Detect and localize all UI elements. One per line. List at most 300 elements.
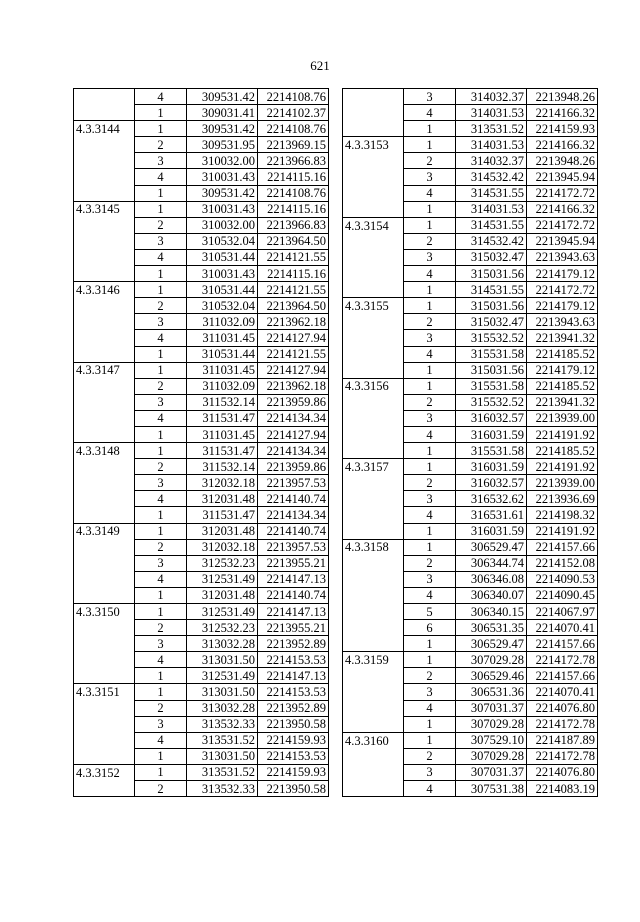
y-coordinate-cell: 2213941.32 bbox=[527, 330, 598, 346]
table-row bbox=[343, 620, 598, 636]
parcel-id-cell bbox=[74, 555, 135, 571]
parcel-id-cell bbox=[343, 346, 404, 362]
x-coordinate-cell: 315032.47 bbox=[456, 249, 527, 265]
parcel-id-cell: 4.3.3151 bbox=[74, 684, 135, 700]
y-coordinate-cell: 2214134.34 bbox=[258, 443, 329, 459]
parcel-id-cell bbox=[74, 700, 135, 716]
point-number-cell: 3 bbox=[404, 89, 456, 105]
parcel-id-cell bbox=[343, 169, 404, 185]
table-row bbox=[74, 781, 329, 797]
x-coordinate-cell: 314531.55 bbox=[456, 185, 527, 201]
point-number-cell: 3 bbox=[135, 475, 187, 491]
point-number-cell: 1 bbox=[404, 459, 456, 475]
point-number-cell: 1 bbox=[135, 507, 187, 523]
y-coordinate-cell: 2214179.12 bbox=[527, 362, 598, 378]
x-coordinate-cell: 310031.43 bbox=[187, 201, 258, 217]
x-coordinate-cell: 312031.48 bbox=[187, 587, 258, 603]
parcel-id-cell bbox=[343, 491, 404, 507]
y-coordinate-cell: 2214191.92 bbox=[527, 523, 598, 539]
parcel-id-cell bbox=[343, 684, 404, 700]
x-coordinate-cell: 310531.44 bbox=[187, 346, 258, 362]
y-coordinate-cell: 2213943.63 bbox=[527, 314, 598, 330]
y-coordinate-cell: 2214127.94 bbox=[258, 362, 329, 378]
parcel-id-cell: 4.3.3153 bbox=[343, 137, 404, 153]
point-number-cell: 2 bbox=[135, 137, 187, 153]
parcel-id-cell bbox=[343, 716, 404, 732]
table-row bbox=[343, 748, 598, 764]
point-number-cell: 4 bbox=[135, 571, 187, 587]
y-coordinate-cell: 2213950.58 bbox=[258, 781, 329, 797]
table-row bbox=[343, 491, 598, 507]
table-row bbox=[74, 298, 329, 314]
table-row bbox=[74, 153, 329, 169]
parcel-id-cell bbox=[343, 201, 404, 217]
parcel-id-cell bbox=[343, 475, 404, 491]
table-row bbox=[343, 314, 598, 330]
table-row bbox=[74, 571, 329, 587]
table-row bbox=[74, 620, 329, 636]
parcel-id-cell bbox=[343, 330, 404, 346]
x-coordinate-cell: 312532.23 bbox=[187, 555, 258, 571]
table-row bbox=[343, 89, 598, 105]
x-coordinate-cell: 312531.49 bbox=[187, 668, 258, 684]
point-number-cell: 3 bbox=[404, 764, 456, 780]
parcel-id-cell bbox=[343, 394, 404, 410]
y-coordinate-cell: 2214153.53 bbox=[258, 748, 329, 764]
parcel-id-cell: 4.3.3148 bbox=[74, 443, 135, 459]
y-coordinate-cell: 2214159.93 bbox=[258, 764, 329, 780]
table-row bbox=[343, 459, 598, 475]
y-coordinate-cell: 2214179.12 bbox=[527, 298, 598, 314]
point-number-cell: 3 bbox=[404, 491, 456, 507]
point-number-cell: 3 bbox=[404, 169, 456, 185]
y-coordinate-cell: 2214172.72 bbox=[527, 282, 598, 298]
parcel-id-cell: 4.3.3158 bbox=[343, 539, 404, 555]
parcel-id-cell bbox=[343, 700, 404, 716]
x-coordinate-cell: 311031.45 bbox=[187, 362, 258, 378]
point-number-cell: 2 bbox=[404, 668, 456, 684]
point-number-cell: 2 bbox=[135, 217, 187, 233]
x-coordinate-cell: 312032.18 bbox=[187, 539, 258, 555]
x-coordinate-cell: 316031.59 bbox=[456, 426, 527, 442]
point-number-cell: 3 bbox=[135, 394, 187, 410]
parcel-id-cell bbox=[74, 137, 135, 153]
x-coordinate-cell: 312031.48 bbox=[187, 523, 258, 539]
x-coordinate-cell: 313531.52 bbox=[187, 732, 258, 748]
table-row bbox=[74, 491, 329, 507]
point-number-cell: 2 bbox=[404, 314, 456, 330]
point-number-cell: 2 bbox=[135, 298, 187, 314]
x-coordinate-cell: 306340.07 bbox=[456, 587, 527, 603]
y-coordinate-cell: 2213943.63 bbox=[527, 249, 598, 265]
table-row bbox=[343, 233, 598, 249]
x-coordinate-cell: 307529.10 bbox=[456, 732, 527, 748]
parcel-id-cell: 4.3.3145 bbox=[74, 201, 135, 217]
x-coordinate-cell: 312031.48 bbox=[187, 491, 258, 507]
table-row bbox=[74, 346, 329, 362]
y-coordinate-cell: 2214140.74 bbox=[258, 523, 329, 539]
parcel-id-cell bbox=[74, 620, 135, 636]
point-number-cell: 3 bbox=[135, 636, 187, 652]
x-coordinate-cell: 312531.49 bbox=[187, 571, 258, 587]
table-row bbox=[74, 539, 329, 555]
y-coordinate-cell: 2214147.13 bbox=[258, 604, 329, 620]
parcel-id-cell bbox=[74, 217, 135, 233]
table-row bbox=[343, 716, 598, 732]
y-coordinate-cell: 2214076.80 bbox=[527, 700, 598, 716]
table-row bbox=[74, 668, 329, 684]
x-coordinate-cell: 311532.14 bbox=[187, 459, 258, 475]
x-coordinate-cell: 314032.37 bbox=[456, 153, 527, 169]
table-row bbox=[343, 684, 598, 700]
x-coordinate-cell: 307029.28 bbox=[456, 748, 527, 764]
y-coordinate-cell: 2214172.78 bbox=[527, 652, 598, 668]
parcel-id-cell: 4.3.3156 bbox=[343, 378, 404, 394]
point-number-cell: 1 bbox=[404, 523, 456, 539]
y-coordinate-cell: 2214070.41 bbox=[527, 684, 598, 700]
table-row bbox=[343, 137, 598, 153]
point-number-cell: 1 bbox=[135, 426, 187, 442]
parcel-id-cell bbox=[74, 459, 135, 475]
x-coordinate-cell: 312531.49 bbox=[187, 604, 258, 620]
point-number-cell: 4 bbox=[135, 491, 187, 507]
y-coordinate-cell: 2214121.55 bbox=[258, 282, 329, 298]
page-number: 621 bbox=[310, 58, 330, 73]
y-coordinate-cell: 2213952.89 bbox=[258, 636, 329, 652]
point-number-cell: 4 bbox=[135, 249, 187, 265]
point-number-cell: 4 bbox=[404, 587, 456, 603]
table-row bbox=[74, 378, 329, 394]
point-number-cell: 6 bbox=[404, 620, 456, 636]
table-row bbox=[343, 652, 598, 668]
x-coordinate-cell: 315532.52 bbox=[456, 394, 527, 410]
table-row bbox=[74, 266, 329, 282]
point-number-cell: 2 bbox=[404, 748, 456, 764]
point-number-cell: 1 bbox=[135, 764, 187, 780]
x-coordinate-cell: 314031.53 bbox=[456, 201, 527, 217]
x-coordinate-cell: 314532.42 bbox=[456, 233, 527, 249]
x-coordinate-cell: 310531.44 bbox=[187, 249, 258, 265]
parcel-id-cell bbox=[343, 89, 404, 105]
y-coordinate-cell: 2214127.94 bbox=[258, 426, 329, 442]
table-row bbox=[74, 700, 329, 716]
y-coordinate-cell: 2214090.45 bbox=[527, 587, 598, 603]
point-number-cell: 4 bbox=[135, 410, 187, 426]
table-row bbox=[343, 475, 598, 491]
parcel-id-cell bbox=[74, 410, 135, 426]
parcel-id-cell bbox=[343, 604, 404, 620]
x-coordinate-cell: 316032.57 bbox=[456, 475, 527, 491]
parcel-id-cell bbox=[74, 781, 135, 797]
parcel-id-cell: 4.3.3146 bbox=[74, 282, 135, 298]
parcel-id-cell bbox=[74, 507, 135, 523]
x-coordinate-cell: 307531.38 bbox=[456, 781, 527, 797]
parcel-id-cell bbox=[343, 121, 404, 137]
parcel-id-cell bbox=[74, 636, 135, 652]
x-coordinate-cell: 309531.42 bbox=[187, 185, 258, 201]
y-coordinate-cell: 2214157.66 bbox=[527, 668, 598, 684]
y-coordinate-cell: 2213966.83 bbox=[258, 217, 329, 233]
y-coordinate-cell: 2213957.53 bbox=[258, 539, 329, 555]
point-number-cell: 1 bbox=[135, 346, 187, 362]
parcel-id-cell bbox=[343, 443, 404, 459]
parcel-id-cell bbox=[343, 555, 404, 571]
y-coordinate-cell: 2213964.50 bbox=[258, 233, 329, 249]
x-coordinate-cell: 315031.56 bbox=[456, 298, 527, 314]
y-coordinate-cell: 2214140.74 bbox=[258, 491, 329, 507]
y-coordinate-cell: 2214191.92 bbox=[527, 426, 598, 442]
x-coordinate-cell: 306531.35 bbox=[456, 620, 527, 636]
parcel-id-cell bbox=[74, 652, 135, 668]
table-row bbox=[343, 668, 598, 684]
x-coordinate-cell: 309531.95 bbox=[187, 137, 258, 153]
point-number-cell: 2 bbox=[135, 378, 187, 394]
y-coordinate-cell: 2214070.41 bbox=[527, 620, 598, 636]
x-coordinate-cell: 315532.52 bbox=[456, 330, 527, 346]
parcel-id-cell bbox=[74, 748, 135, 764]
table-row bbox=[343, 426, 598, 442]
parcel-id-cell: 4.3.3150 bbox=[74, 604, 135, 620]
table-row bbox=[74, 652, 329, 668]
y-coordinate-cell: 2214166.32 bbox=[527, 105, 598, 121]
x-coordinate-cell: 306529.47 bbox=[456, 636, 527, 652]
point-number-cell: 4 bbox=[404, 105, 456, 121]
y-coordinate-cell: 2213964.50 bbox=[258, 298, 329, 314]
parcel-id-cell bbox=[74, 426, 135, 442]
x-coordinate-cell: 307029.28 bbox=[456, 716, 527, 732]
x-coordinate-cell: 316031.59 bbox=[456, 459, 527, 475]
table-row bbox=[74, 587, 329, 603]
table-row bbox=[343, 555, 598, 571]
table-row bbox=[74, 169, 329, 185]
y-coordinate-cell: 2214115.16 bbox=[258, 266, 329, 282]
table-row bbox=[74, 89, 329, 105]
point-number-cell: 1 bbox=[404, 652, 456, 668]
parcel-id-cell bbox=[343, 153, 404, 169]
point-number-cell: 1 bbox=[404, 282, 456, 298]
y-coordinate-cell: 2214108.76 bbox=[258, 89, 329, 105]
x-coordinate-cell: 307031.37 bbox=[456, 700, 527, 716]
point-number-cell: 1 bbox=[404, 121, 456, 137]
parcel-id-cell bbox=[343, 314, 404, 330]
x-coordinate-cell: 306346.08 bbox=[456, 571, 527, 587]
table-row bbox=[343, 523, 598, 539]
table-row bbox=[343, 378, 598, 394]
x-coordinate-cell: 314031.53 bbox=[456, 137, 527, 153]
table-row bbox=[343, 700, 598, 716]
x-coordinate-cell: 309531.42 bbox=[187, 121, 258, 137]
table-row bbox=[74, 684, 329, 700]
table-row bbox=[74, 426, 329, 442]
table-row bbox=[74, 233, 329, 249]
point-number-cell: 4 bbox=[404, 346, 456, 362]
y-coordinate-cell: 2213959.86 bbox=[258, 394, 329, 410]
point-number-cell: 1 bbox=[404, 716, 456, 732]
y-coordinate-cell: 2213966.83 bbox=[258, 153, 329, 169]
y-coordinate-cell: 2214172.78 bbox=[527, 748, 598, 764]
point-number-cell: 1 bbox=[135, 201, 187, 217]
table-row bbox=[74, 636, 329, 652]
x-coordinate-cell: 313531.52 bbox=[187, 764, 258, 780]
parcel-id-cell: 4.3.3159 bbox=[343, 652, 404, 668]
y-coordinate-cell: 2214172.78 bbox=[527, 716, 598, 732]
x-coordinate-cell: 314032.37 bbox=[456, 89, 527, 105]
point-number-cell: 4 bbox=[135, 89, 187, 105]
x-coordinate-cell: 313532.33 bbox=[187, 781, 258, 797]
x-coordinate-cell: 313032.28 bbox=[187, 636, 258, 652]
point-number-cell: 4 bbox=[135, 732, 187, 748]
parcel-id-cell bbox=[343, 282, 404, 298]
parcel-id-cell: 4.3.3157 bbox=[343, 459, 404, 475]
x-coordinate-cell: 313532.33 bbox=[187, 716, 258, 732]
x-coordinate-cell: 306529.46 bbox=[456, 668, 527, 684]
table-row bbox=[74, 523, 329, 539]
parcel-id-cell bbox=[343, 185, 404, 201]
x-coordinate-cell: 316532.62 bbox=[456, 491, 527, 507]
parcel-id-cell bbox=[343, 571, 404, 587]
table-row bbox=[74, 105, 329, 121]
point-number-cell: 1 bbox=[404, 362, 456, 378]
table-row bbox=[74, 716, 329, 732]
table-row bbox=[74, 604, 329, 620]
x-coordinate-cell: 309031.41 bbox=[187, 105, 258, 121]
point-number-cell: 3 bbox=[135, 716, 187, 732]
x-coordinate-cell: 313032.28 bbox=[187, 700, 258, 716]
table-row bbox=[343, 443, 598, 459]
parcel-id-cell bbox=[343, 410, 404, 426]
table-row bbox=[343, 507, 598, 523]
y-coordinate-cell: 2213955.21 bbox=[258, 555, 329, 571]
parcel-id-cell bbox=[74, 330, 135, 346]
point-number-cell: 1 bbox=[135, 587, 187, 603]
point-number-cell: 2 bbox=[135, 700, 187, 716]
y-coordinate-cell: 2214166.32 bbox=[527, 201, 598, 217]
y-coordinate-cell: 2213959.86 bbox=[258, 459, 329, 475]
point-number-cell: 3 bbox=[404, 684, 456, 700]
point-number-cell: 3 bbox=[404, 330, 456, 346]
table-row bbox=[74, 394, 329, 410]
table-row bbox=[343, 282, 598, 298]
x-coordinate-cell: 313031.50 bbox=[187, 684, 258, 700]
parcel-id-cell bbox=[74, 346, 135, 362]
parcel-id-cell bbox=[74, 587, 135, 603]
table-row bbox=[343, 169, 598, 185]
point-number-cell: 1 bbox=[135, 266, 187, 282]
table-row bbox=[74, 748, 329, 764]
point-number-cell: 2 bbox=[404, 555, 456, 571]
point-number-cell: 1 bbox=[135, 668, 187, 684]
table-row bbox=[74, 121, 329, 137]
x-coordinate-cell: 310032.00 bbox=[187, 153, 258, 169]
parcel-id-cell bbox=[343, 266, 404, 282]
table-row bbox=[74, 410, 329, 426]
x-coordinate-cell: 311531.47 bbox=[187, 443, 258, 459]
table-row bbox=[343, 571, 598, 587]
x-coordinate-cell: 306344.74 bbox=[456, 555, 527, 571]
parcel-id-cell: 4.3.3144 bbox=[74, 121, 135, 137]
y-coordinate-cell: 2214090.53 bbox=[527, 571, 598, 587]
point-number-cell: 4 bbox=[404, 266, 456, 282]
table-row bbox=[343, 636, 598, 652]
parcel-id-cell bbox=[74, 539, 135, 555]
y-coordinate-cell: 2214157.66 bbox=[527, 636, 598, 652]
parcel-id-cell bbox=[343, 620, 404, 636]
parcel-id-cell bbox=[74, 378, 135, 394]
y-coordinate-cell: 2214076.80 bbox=[527, 764, 598, 780]
table-row bbox=[343, 121, 598, 137]
x-coordinate-cell: 311031.45 bbox=[187, 330, 258, 346]
y-coordinate-cell: 2213955.21 bbox=[258, 620, 329, 636]
y-coordinate-cell: 2214185.52 bbox=[527, 443, 598, 459]
x-coordinate-cell: 315031.56 bbox=[456, 362, 527, 378]
y-coordinate-cell: 2213941.32 bbox=[527, 394, 598, 410]
point-number-cell: 1 bbox=[404, 539, 456, 555]
table-row bbox=[343, 410, 598, 426]
x-coordinate-cell: 314532.42 bbox=[456, 169, 527, 185]
parcel-id-cell: 4.3.3152 bbox=[74, 764, 135, 780]
table-row bbox=[343, 539, 598, 555]
y-coordinate-cell: 2214187.89 bbox=[527, 732, 598, 748]
table-row bbox=[74, 249, 329, 265]
x-coordinate-cell: 310532.04 bbox=[187, 298, 258, 314]
parcel-id-cell bbox=[343, 668, 404, 684]
y-coordinate-cell: 2214166.32 bbox=[527, 137, 598, 153]
table-row bbox=[74, 314, 329, 330]
point-number-cell: 3 bbox=[135, 314, 187, 330]
point-number-cell: 3 bbox=[404, 410, 456, 426]
x-coordinate-cell: 307031.37 bbox=[456, 764, 527, 780]
point-number-cell: 1 bbox=[404, 137, 456, 153]
point-number-cell: 2 bbox=[135, 459, 187, 475]
y-coordinate-cell: 2214108.76 bbox=[258, 121, 329, 137]
y-coordinate-cell: 2214152.08 bbox=[527, 555, 598, 571]
table-row bbox=[74, 201, 329, 217]
parcel-id-cell bbox=[343, 636, 404, 652]
coordinate-table-left bbox=[73, 88, 329, 797]
y-coordinate-cell: 2213962.18 bbox=[258, 378, 329, 394]
x-coordinate-cell: 307029.28 bbox=[456, 652, 527, 668]
table-row bbox=[343, 217, 598, 233]
point-number-cell: 4 bbox=[404, 781, 456, 797]
x-coordinate-cell: 313031.50 bbox=[187, 652, 258, 668]
x-coordinate-cell: 306529.47 bbox=[456, 539, 527, 555]
y-coordinate-cell: 2213950.58 bbox=[258, 716, 329, 732]
y-coordinate-cell: 2213939.00 bbox=[527, 475, 598, 491]
table-row bbox=[343, 105, 598, 121]
y-coordinate-cell: 2214147.13 bbox=[258, 668, 329, 684]
parcel-id-cell: 4.3.3147 bbox=[74, 362, 135, 378]
point-number-cell: 3 bbox=[135, 555, 187, 571]
parcel-id-cell bbox=[343, 249, 404, 265]
parcel-id-cell bbox=[74, 716, 135, 732]
parcel-id-cell bbox=[74, 169, 135, 185]
x-coordinate-cell: 311032.09 bbox=[187, 314, 258, 330]
point-number-cell: 4 bbox=[135, 652, 187, 668]
parcel-id-cell bbox=[343, 523, 404, 539]
y-coordinate-cell: 2213948.26 bbox=[527, 89, 598, 105]
parcel-id-cell bbox=[74, 571, 135, 587]
x-coordinate-cell: 312032.18 bbox=[187, 475, 258, 491]
y-coordinate-cell: 2214134.34 bbox=[258, 507, 329, 523]
point-number-cell: 3 bbox=[404, 249, 456, 265]
x-coordinate-cell: 313531.52 bbox=[456, 121, 527, 137]
parcel-id-cell bbox=[343, 507, 404, 523]
parcel-id-cell: 4.3.3149 bbox=[74, 523, 135, 539]
x-coordinate-cell: 315031.56 bbox=[456, 266, 527, 282]
table-row bbox=[343, 298, 598, 314]
point-number-cell: 1 bbox=[404, 201, 456, 217]
point-number-cell: 1 bbox=[404, 298, 456, 314]
